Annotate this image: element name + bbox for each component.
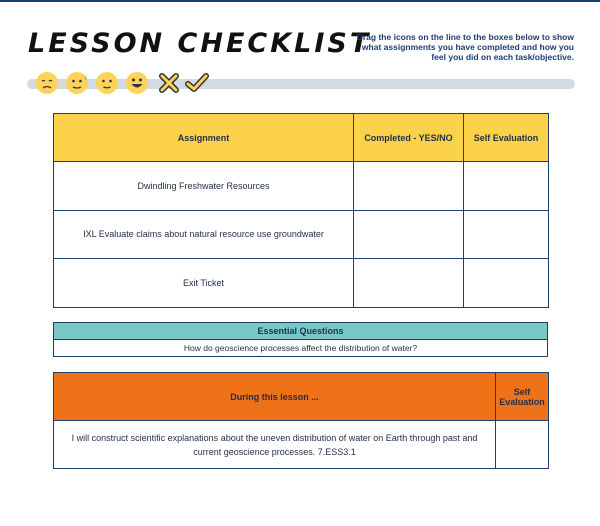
x-mark-icon[interactable] — [157, 71, 181, 95]
essential-questions-header: Essential Questions — [54, 323, 548, 340]
self-evaluation-cell[interactable] — [496, 421, 549, 469]
happy-face-icon[interactable] — [125, 71, 149, 95]
self-evaluation-cell[interactable] — [464, 259, 549, 308]
page-title: LESSON CHECKLIST — [28, 28, 372, 59]
table-row — [54, 259, 549, 308]
completed-cell[interactable] — [354, 259, 464, 308]
lesson-objectives-table — [53, 372, 549, 469]
neutral-face-icon[interactable] — [95, 71, 119, 95]
essential-questions-table — [53, 322, 548, 357]
completed-cell[interactable] — [354, 162, 464, 211]
assignment-cell: Dwindling Freshwater Resources — [54, 162, 354, 211]
table-row — [54, 210, 549, 259]
essential-question-text: How do geoscience processes affect the distribution of water? — [54, 340, 548, 357]
instructions-text: Drag the icons on the line to the boxes below to show what assignments you have completed and how you feel you did on each task/objective. — [356, 32, 574, 62]
assignment-header: Assignment — [54, 114, 354, 162]
completed-cell[interactable] — [354, 210, 464, 259]
sad-face-icon[interactable] — [35, 71, 59, 95]
objective-cell: I will construct scientific explanations about the uneven distribution of water on Earth through past and current geoscience processes. 7.ESS3.1 — [54, 421, 496, 469]
assignment-cell: Exit Ticket — [54, 259, 354, 308]
table-row — [54, 162, 549, 211]
top-border-line — [0, 0, 600, 2]
self-evaluation-cell[interactable] — [464, 210, 549, 259]
self-evaluation-cell[interactable] — [464, 162, 549, 211]
assignment-cell: IXL Evaluate claims about natural resource use groundwater — [54, 210, 354, 259]
sweating-face-icon[interactable] — [65, 71, 89, 95]
self-evaluation-header: Self Evaluation — [464, 114, 549, 162]
completed-header: Completed - YES/NO — [354, 114, 464, 162]
during-lesson-header: During this lesson ... — [54, 373, 496, 421]
assignments-table — [53, 113, 549, 308]
self-evaluation-header: Self Evaluation — [496, 373, 549, 421]
check-mark-icon[interactable] — [185, 71, 209, 95]
table-row — [54, 421, 549, 469]
